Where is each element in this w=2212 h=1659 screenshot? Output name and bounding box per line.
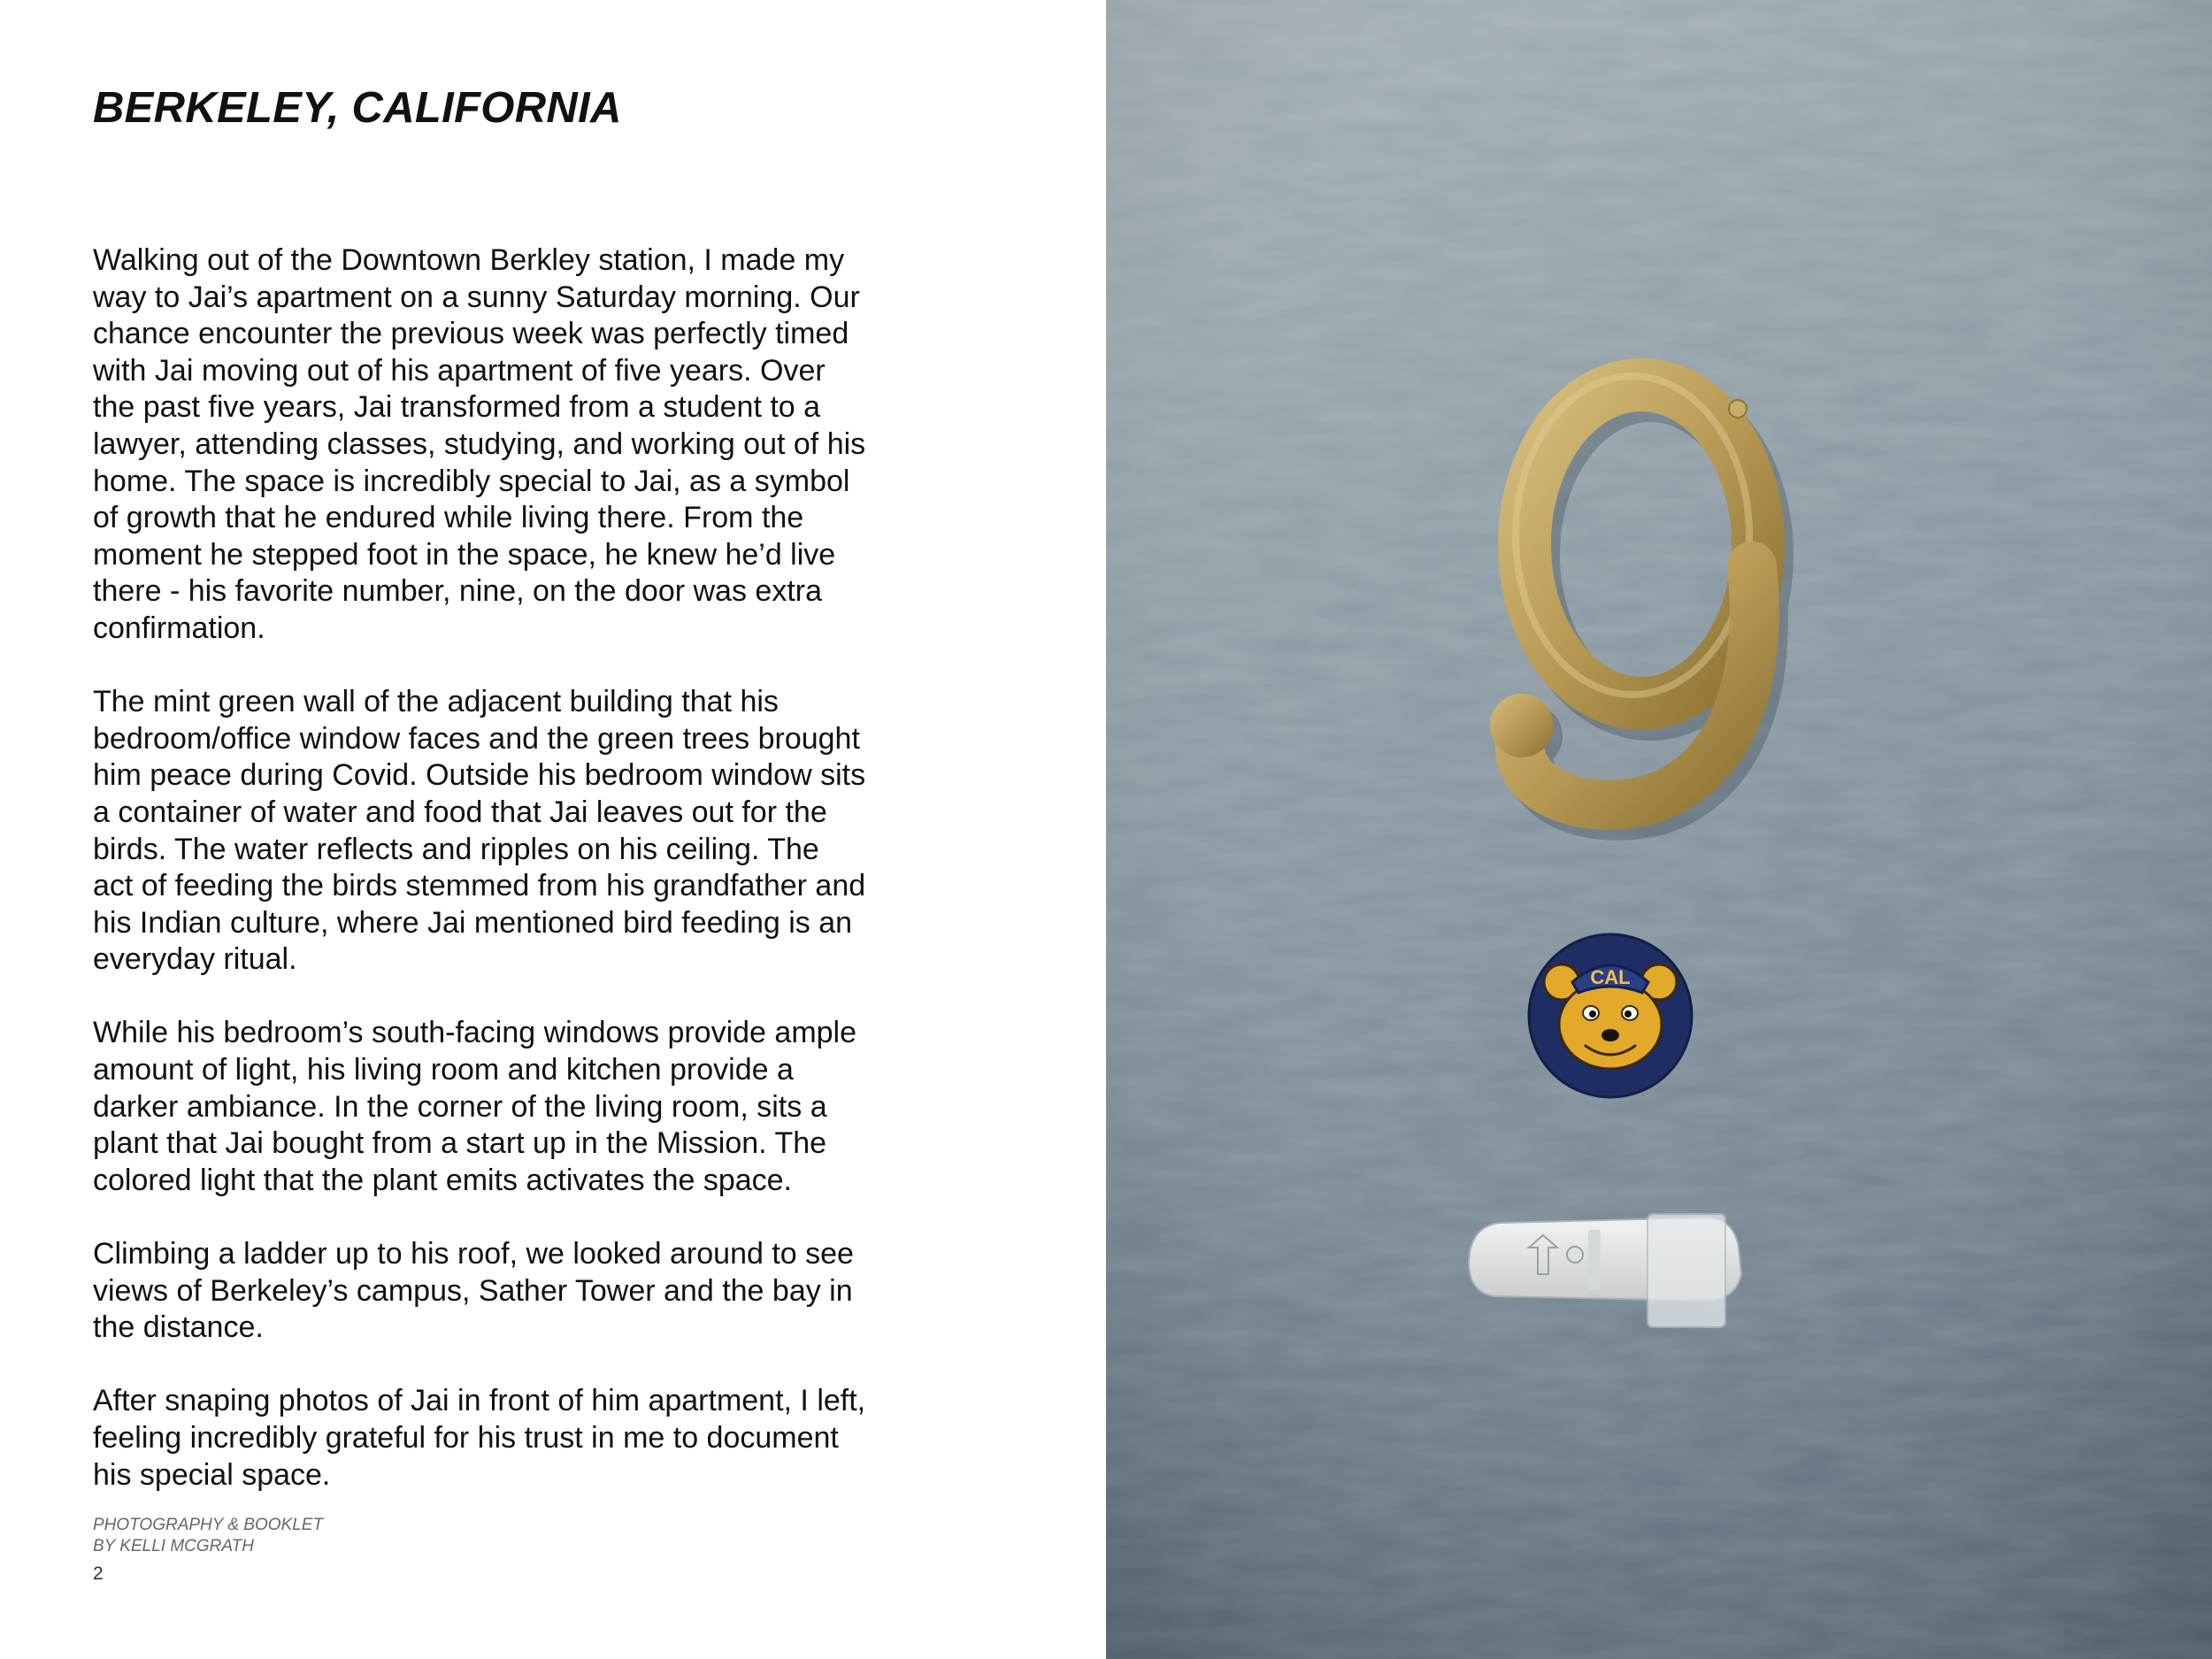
body-line: views of Berkeley’s campus, Sather Tower and the bay in <box>93 1273 853 1308</box>
body-line: darker ambiance. In the corner of the living room, sits a <box>93 1089 827 1124</box>
door-photo <box>1106 0 2212 1659</box>
body-line: act of feeding the birds stemmed from his grandfather and <box>93 869 866 903</box>
body-line: plant that Jai bought from a start up in the Mission. The <box>93 1126 827 1161</box>
body-line: While his bedroom’s south-facing windows provide ample <box>93 1016 857 1050</box>
nine-tail-knob <box>1490 694 1554 757</box>
body-line: feeling incredibly grateful for his trust in me to document <box>93 1421 839 1455</box>
body-line: colored light that the plant emits activates the space. <box>93 1163 793 1197</box>
body-line: Climbing a ladder up to his roof, we looked around to see <box>93 1237 854 1271</box>
credit-line-1: PHOTOGRAPHY & BOOKLET <box>93 1516 324 1534</box>
body-paragraph <box>93 1383 889 1494</box>
body-line: everyday ritual. <box>93 942 297 977</box>
body-line: there - his favorite number, nine, on the door was extra <box>93 574 823 609</box>
body-line: After snaping photos of Jai in front of him apartment, I left, <box>93 1384 866 1418</box>
body-line: the distance. <box>93 1310 264 1345</box>
body-line: way to Jai’s apartment on a sunny Saturday morning. Our <box>93 280 860 314</box>
body-line: home. The space is incredibly special to Jai, as a symbol <box>93 464 850 498</box>
body-paragraph <box>93 1015 889 1199</box>
nail-head <box>1729 400 1747 418</box>
body-line: his special space. <box>93 1457 331 1492</box>
body-line: with Jai moving out of his apartment of five years. Over <box>93 353 826 388</box>
body-line: bedroom/office window faces and the green trees brought <box>93 721 860 756</box>
body-paragraph <box>93 684 889 979</box>
body-line: birds. The water reflects and ripples on his ceiling. The <box>93 832 819 866</box>
body-line: of growth that he endured while living there. From the <box>93 501 804 535</box>
cap-text: CAL <box>1590 966 1631 988</box>
body-paragraph <box>93 1236 889 1347</box>
body-line: confirmation. <box>93 611 265 645</box>
body-line: Walking out of the Downtown Berkley station, I made my <box>93 243 845 277</box>
body-line: The mint green wall of the adjacent building that his <box>93 685 779 719</box>
cal-bear-sticker <box>1529 934 1692 1097</box>
body-line: lawyer, attending classes, studying, and working out of his <box>93 426 866 461</box>
body-line: moment he stepped foot in the space, he knew he’d live <box>93 537 836 572</box>
body-line: a container of water and food that Jai leaves out for the <box>93 795 827 829</box>
credit-line-2: BY KELLI MCGRATH <box>93 1537 254 1555</box>
body-line: amount of light, his living room and kitchen provide a <box>93 1053 794 1087</box>
body-text <box>93 242 889 1494</box>
body-line: his Indian culture, where Jai mentioned bird feeding is an <box>93 905 853 940</box>
body-line: chance encounter the previous week was perfectly timed <box>93 317 849 351</box>
photo-credit <box>93 1515 323 1557</box>
body-line: the past five years, Jai transformed from a student to a <box>93 390 821 425</box>
body-paragraph <box>93 242 889 648</box>
body-line: him peace during Covid. Outside his bedroom window sits <box>93 758 866 793</box>
page-title: BERKELEY, CALIFORNIA <box>93 84 622 132</box>
page-number: 2 <box>93 1563 104 1584</box>
